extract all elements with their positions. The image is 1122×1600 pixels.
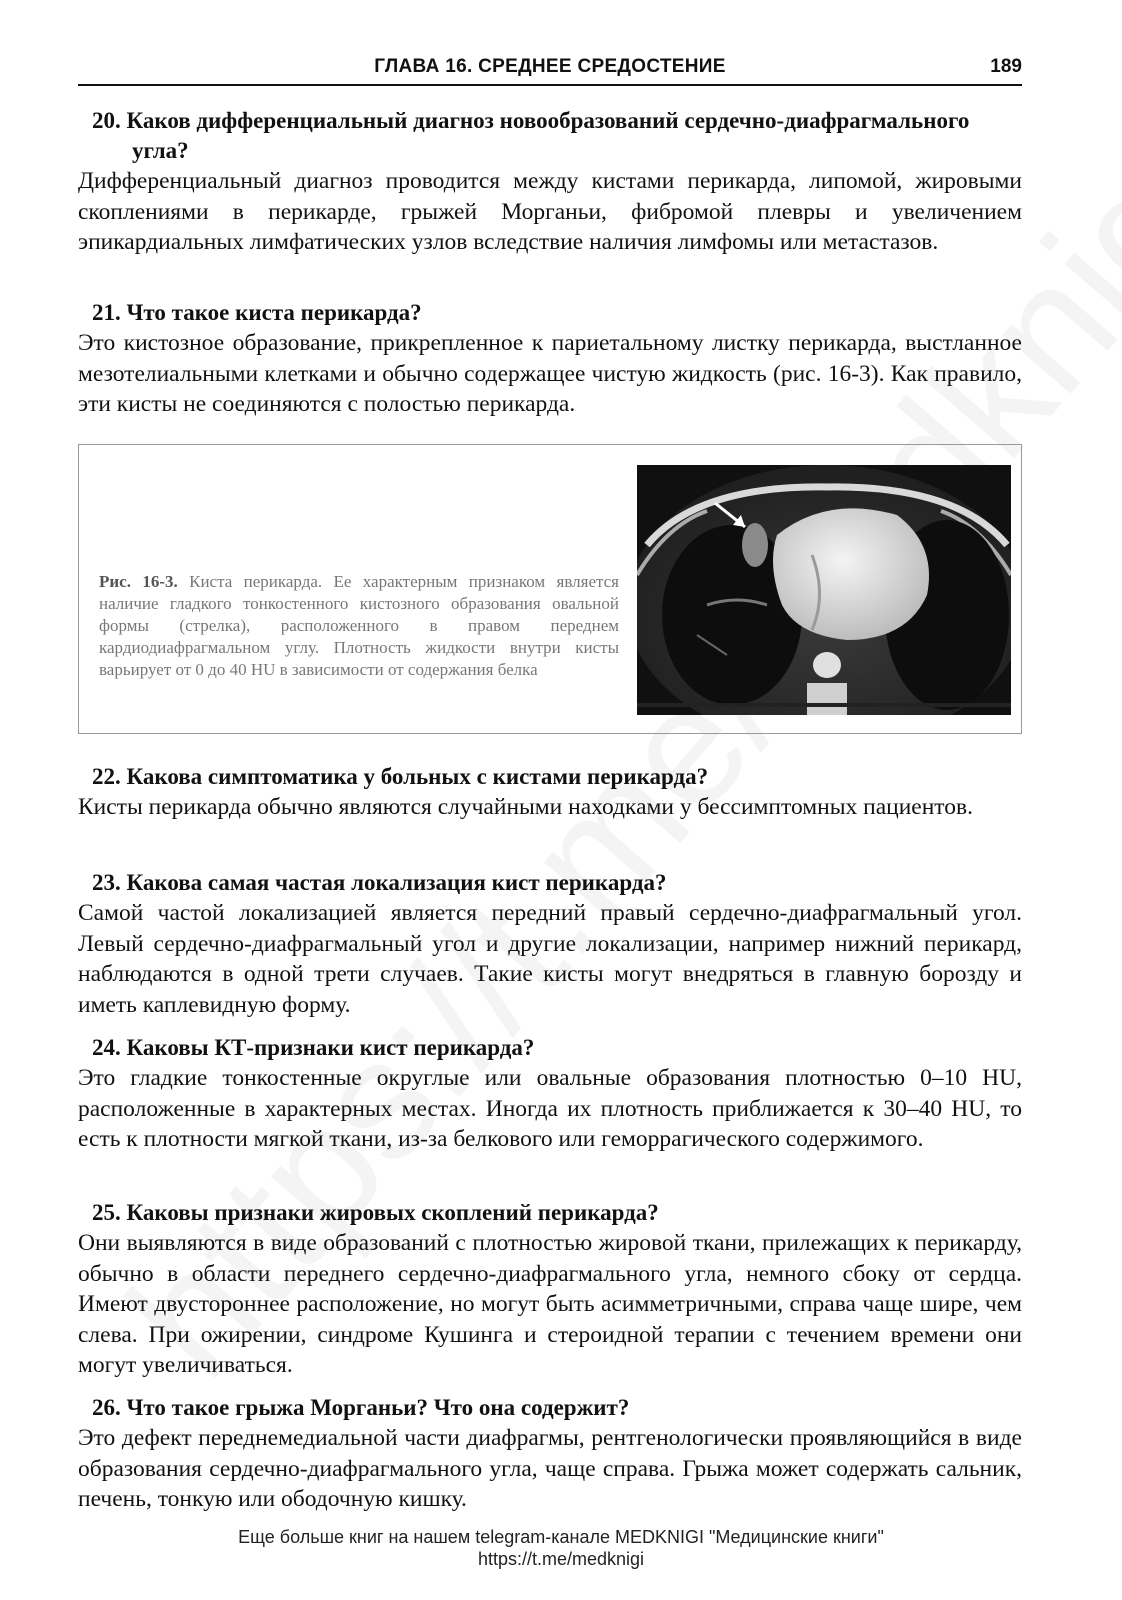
question-heading: 23. Какова самая частая локализация кист перикарда?: [92, 870, 667, 895]
answer-text: Кисты перикарда обычно являются случайными находками у бессимптомных пациентов.: [78, 794, 973, 820]
figure-label: Рис. 16-3.: [99, 572, 178, 591]
page-header: [78, 54, 1022, 86]
question-heading: 26. Что такое грыжа Морганьи? Что она содержит?: [92, 1395, 630, 1420]
question-heading: 21. Что такое киста перикарда?: [92, 300, 422, 325]
chapter-title: ГЛАВА 16. СРЕДНЕЕ СРЕДОСТЕНИЕ: [374, 56, 726, 77]
answer-text: Дифференциальный диагноз проводится между кистами перикарда, липомой, жировыми скоплениями в перикарде, грыжей Морганьи, фибромой плевры и увеличением эпикардиальных лимфатических узлов вследствие наличия лимфомы или метастазов.: [78, 168, 1022, 255]
answer-text: Это дефект переднемедиальной части диафрагмы, рентгенологически проявляющийся в виде образования сердечно-диафрагмального угла, чаще справа. Грыжа может содержать сальник, печень, тонкую или ободочную кишку.: [78, 1425, 1022, 1512]
question-heading: 24. Каковы КТ-признаки кист перикарда?: [92, 1035, 535, 1060]
ct-scan-drawing: [637, 465, 1011, 715]
qa-21: [78, 298, 1022, 420]
qa-23: [78, 868, 1022, 1020]
qa-26: [78, 1393, 1022, 1515]
answer-text: Самой частой локализацией является передний правый сердечно-диафрагмальный угол. Левый сердечно-диафрагмальный угол и другие локализации, например нижний перикард, наблюдаются в одной трети случаев. Такие кисты могут внедряться в главную борозду и иметь каплевидную форму.: [78, 900, 1022, 1018]
figure-caption-text: Киста перикарда. Ее характерным признаком является наличие гладкого тонкостенного кистозного образования овальной формы (стрелка), расположенного в правом переднем кардиодиафрагмальном углу. Плотность жидкости внутри кисты варьирует от 0 до 40 HU в зависимости от содержания белка: [99, 572, 619, 679]
qa-25: [78, 1198, 1022, 1381]
question-heading: 22. Какова симптоматика у больных с кистами перикарда?: [92, 764, 709, 789]
ct-scan-image: [637, 465, 1011, 715]
qa-22: [78, 762, 1022, 823]
question-heading: 20. Каков дифференциальный диагноз новообразований сердечно-диафрагмального угла?: [92, 108, 970, 163]
qa-24: [78, 1033, 1022, 1155]
page-number: 189: [990, 56, 1022, 77]
footer-promo: Еще больше книг на нашем telegram-канале MEDKNIGI "Медицинские книги": [238, 1527, 884, 1547]
figure-16-3: [78, 444, 1022, 734]
footer-link[interactable]: https://t.me/medknigi: [477, 1549, 645, 1569]
answer-text: Они выявляются в виде образований с плотностью жировой ткани, прилежащих к перикарду, обычно в области переднего сердечно-диафрагмального угла, немного сбоку от сердца. Имеют двустороннее расположение, но могут быть асимметричными, справа чаще шире, чем слева. При ожирении, синдроме Кушинга и стероидной терапии с течением времени они могут увеличиваться.: [78, 1230, 1022, 1378]
answer-text: Это кистозное образование, прикрепленное к париетальному листку перикарда, выстланное мезотелиальными клетками и обычно содержащее чистую жидкость (рис. 16-3). Как правило, эти кисты не соединяются с полостью перикарда.: [78, 330, 1022, 417]
figure-caption: [99, 571, 619, 681]
answer-text: Это гладкие тонкостенные округлые или овальные образования плотностью 0–10 HU, расположенные в характерных местах. Иногда их плотность приближается к 30–40 HU, то есть к плотности мягкой ткани, из-за белкового или геморрагического содержимого.: [78, 1065, 1022, 1152]
question-heading: 25. Каковы признаки жировых скоплений перикарда?: [92, 1200, 659, 1225]
qa-20: [78, 106, 1022, 258]
